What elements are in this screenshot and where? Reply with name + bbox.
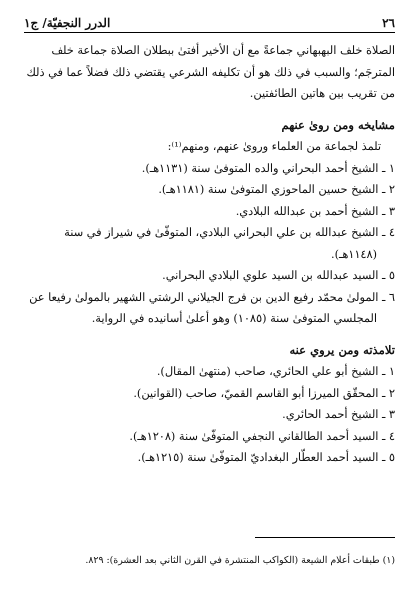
list-item: ٦ ـ المولىٰ محمّد رفيع الدين بن فرج الجيلاني الرشتي الشهير بالمولىٰ رفيعا عن	[29, 290, 395, 304]
intro-line: من تقريب بين هاتين الطائفتين.	[249, 87, 395, 100]
list-item: ٤ ـ السيد أحمد الطالقاني النجفي المتوفّىٰ سنة (١٢٠٨هـ).	[129, 429, 395, 443]
list-item: ٢ ـ المحقّق الميرزا أبو القاسم القميّ، صاحب (القوانين).	[133, 386, 395, 400]
footnote: (١) طبقات أعلام الشيعة (الكواكب المنتشرة في القرن الثاني بعد العشرة): ٨٢٩.	[85, 555, 395, 567]
list-item: ٥ ـ السيد أحمد العطّار البغداديّ المتوفّىٰ سنة (١٢١٥هـ).	[137, 451, 395, 464]
list-item: ٢ ـ الشيخ حسين الماحوزي المتوفىٰ سنة (١١٨١هـ).	[158, 183, 395, 196]
list-item: ٣ ـ الشيخ أحمد بن عبدالله البلادي.	[235, 204, 395, 218]
intro-paragraph	[24, 40, 395, 105]
list-item-continuation: (١١٤٨هـ).	[331, 247, 377, 261]
list-item-continuation: المجلسي المتوفىٰ سنة (١٠٨٥) وهو أعلىٰ أسانيده في الرواية.	[91, 312, 377, 325]
list-item: ١ ـ الشيخ أحمد البحراني والده المتوفىٰ سنة (١١٣١هـ).	[141, 161, 395, 175]
footnote-divider	[255, 537, 395, 538]
section-heading-students: تلامذته ومن يروي عنه	[289, 342, 395, 357]
section-heading-teachers: مشايخه ومن روىٰ عنهم	[281, 117, 395, 132]
list-item: ١ ـ الشيخ أبو علي الحائري، صاحب (منتهىٰ المقال).	[156, 365, 395, 378]
section-intro: تلمذ لجماعة من العلماء وروىٰ عنهم، ومنهم⁽¹⁾:	[167, 140, 381, 153]
running-title: الدرر النجفيّة/ ج١	[24, 16, 111, 30]
page-header	[24, 8, 395, 33]
list-item: ٣ ـ الشيخ أحمد الحائري.	[282, 408, 395, 421]
page-body	[24, 40, 395, 469]
intro-line: الصلاة خلف البهبهاني جماعةً مع أن الأخير أفتىٰ ببطلان الصلاة جماعة خلف	[51, 44, 395, 57]
list-item: ٤ ـ الشيخ عبدالله بن علي البحراني البلادي، المتوفّىٰ في شيراز في سنة	[64, 226, 395, 239]
page-number: ٢٦	[382, 16, 395, 30]
intro-line: المترجَم؛ والسبب في ذلك هو أن تكليفه الشرعي يقتضي ذلك فضلاً عما في ذلك	[26, 65, 395, 79]
list-item: ٥ ـ السيد عبدالله بن السيد علوي البلادي البحراني.	[162, 269, 395, 282]
